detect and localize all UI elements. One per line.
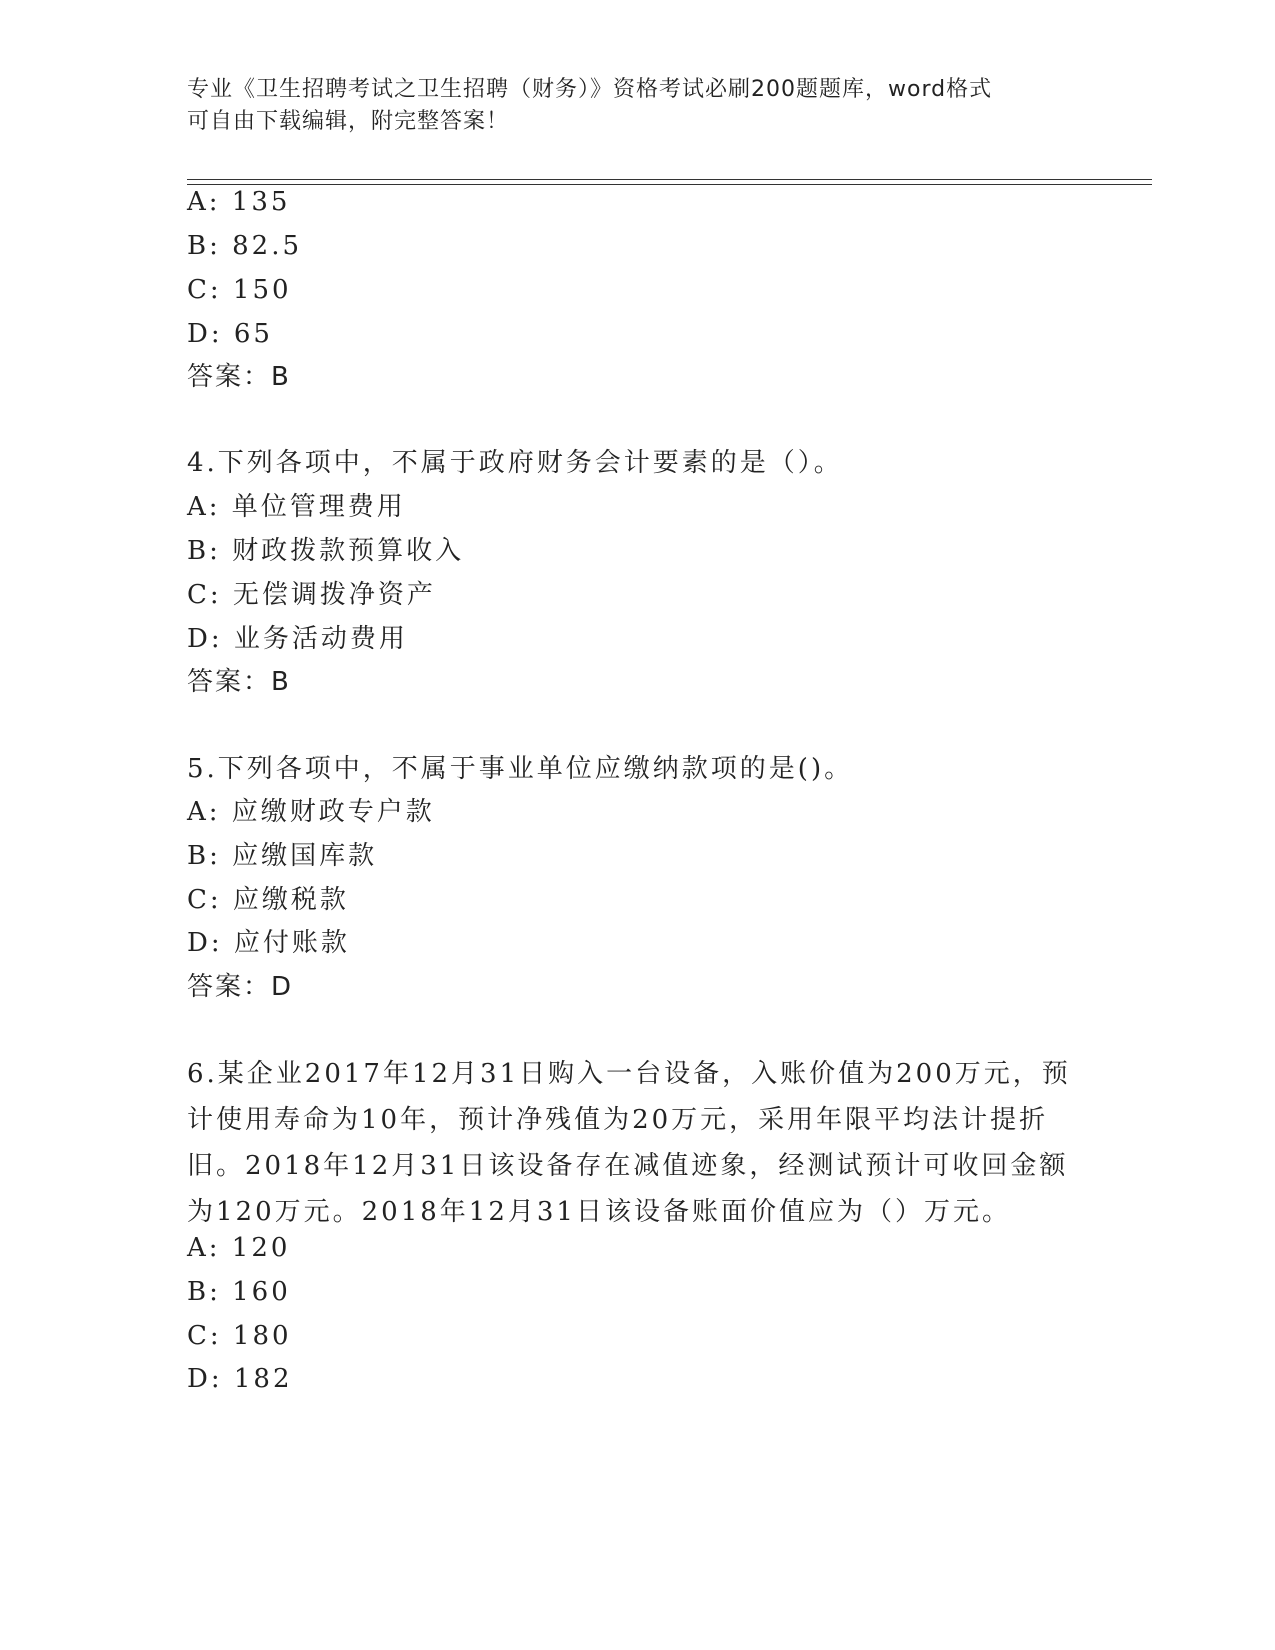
q5-option-b: B: 应缴国库款 <box>187 841 378 871</box>
q6-option-b: B: 160 <box>187 1277 291 1307</box>
q5-option-d: D: 应付账款 <box>187 928 350 958</box>
q5-option-a: A: 应缴财政专户款 <box>187 797 435 827</box>
q3-option-b: B: 82.5 <box>187 231 303 261</box>
q6-option-a: A: 120 <box>187 1233 291 1263</box>
q5-question: 5.下列各项中，不属于事业单位应缴纳款项的是()。 <box>187 754 854 784</box>
q4-answer: 答案：B <box>187 667 291 697</box>
header-title-line-2: 可自由下载编辑，附完整答案！ <box>187 109 510 134</box>
document-header <box>187 74 1087 138</box>
q6-question: 6.某企业2017年12月31日购入一台设备，入账价值为200万元，预计使用寿命为10年，预计净残值为20万元，采用年限平均法计提折旧。2018年12月31日该设备存在减值迹象，经测试预计可收回金额为120万元。2018年12月31日该设备账面价值应为（）万元。 <box>187 1059 1071 1227</box>
header-divider-top <box>187 179 1152 180</box>
q5-answer: 答案：D <box>187 972 294 1002</box>
q4-option-a: A: 单位管理费用 <box>187 492 406 522</box>
header-title-line-1: 专业《卫生招聘考试之卫生招聘（财务）》资格考试必刷200题题库，word格式 <box>187 77 993 102</box>
q3-answer: 答案：B <box>187 362 291 392</box>
q3-option-a: A: 135 <box>187 187 291 217</box>
q3-option-d: D: 65 <box>187 319 273 349</box>
q6-option-d: D: 182 <box>187 1364 293 1394</box>
q4-question: 4.下列各项中，不属于政府财务会计要素的是（）。 <box>187 448 843 478</box>
q3-option-c: C: 150 <box>187 275 292 305</box>
q4-option-b: B: 财政拨款预算收入 <box>187 536 465 566</box>
q4-option-d: D: 业务活动费用 <box>187 624 408 654</box>
q4-option-c: C: 无偿调拨净资产 <box>187 580 436 610</box>
q6-option-c: C: 180 <box>187 1321 292 1351</box>
q5-option-c: C: 应缴税款 <box>187 885 349 915</box>
header-divider-bottom <box>187 184 1152 185</box>
